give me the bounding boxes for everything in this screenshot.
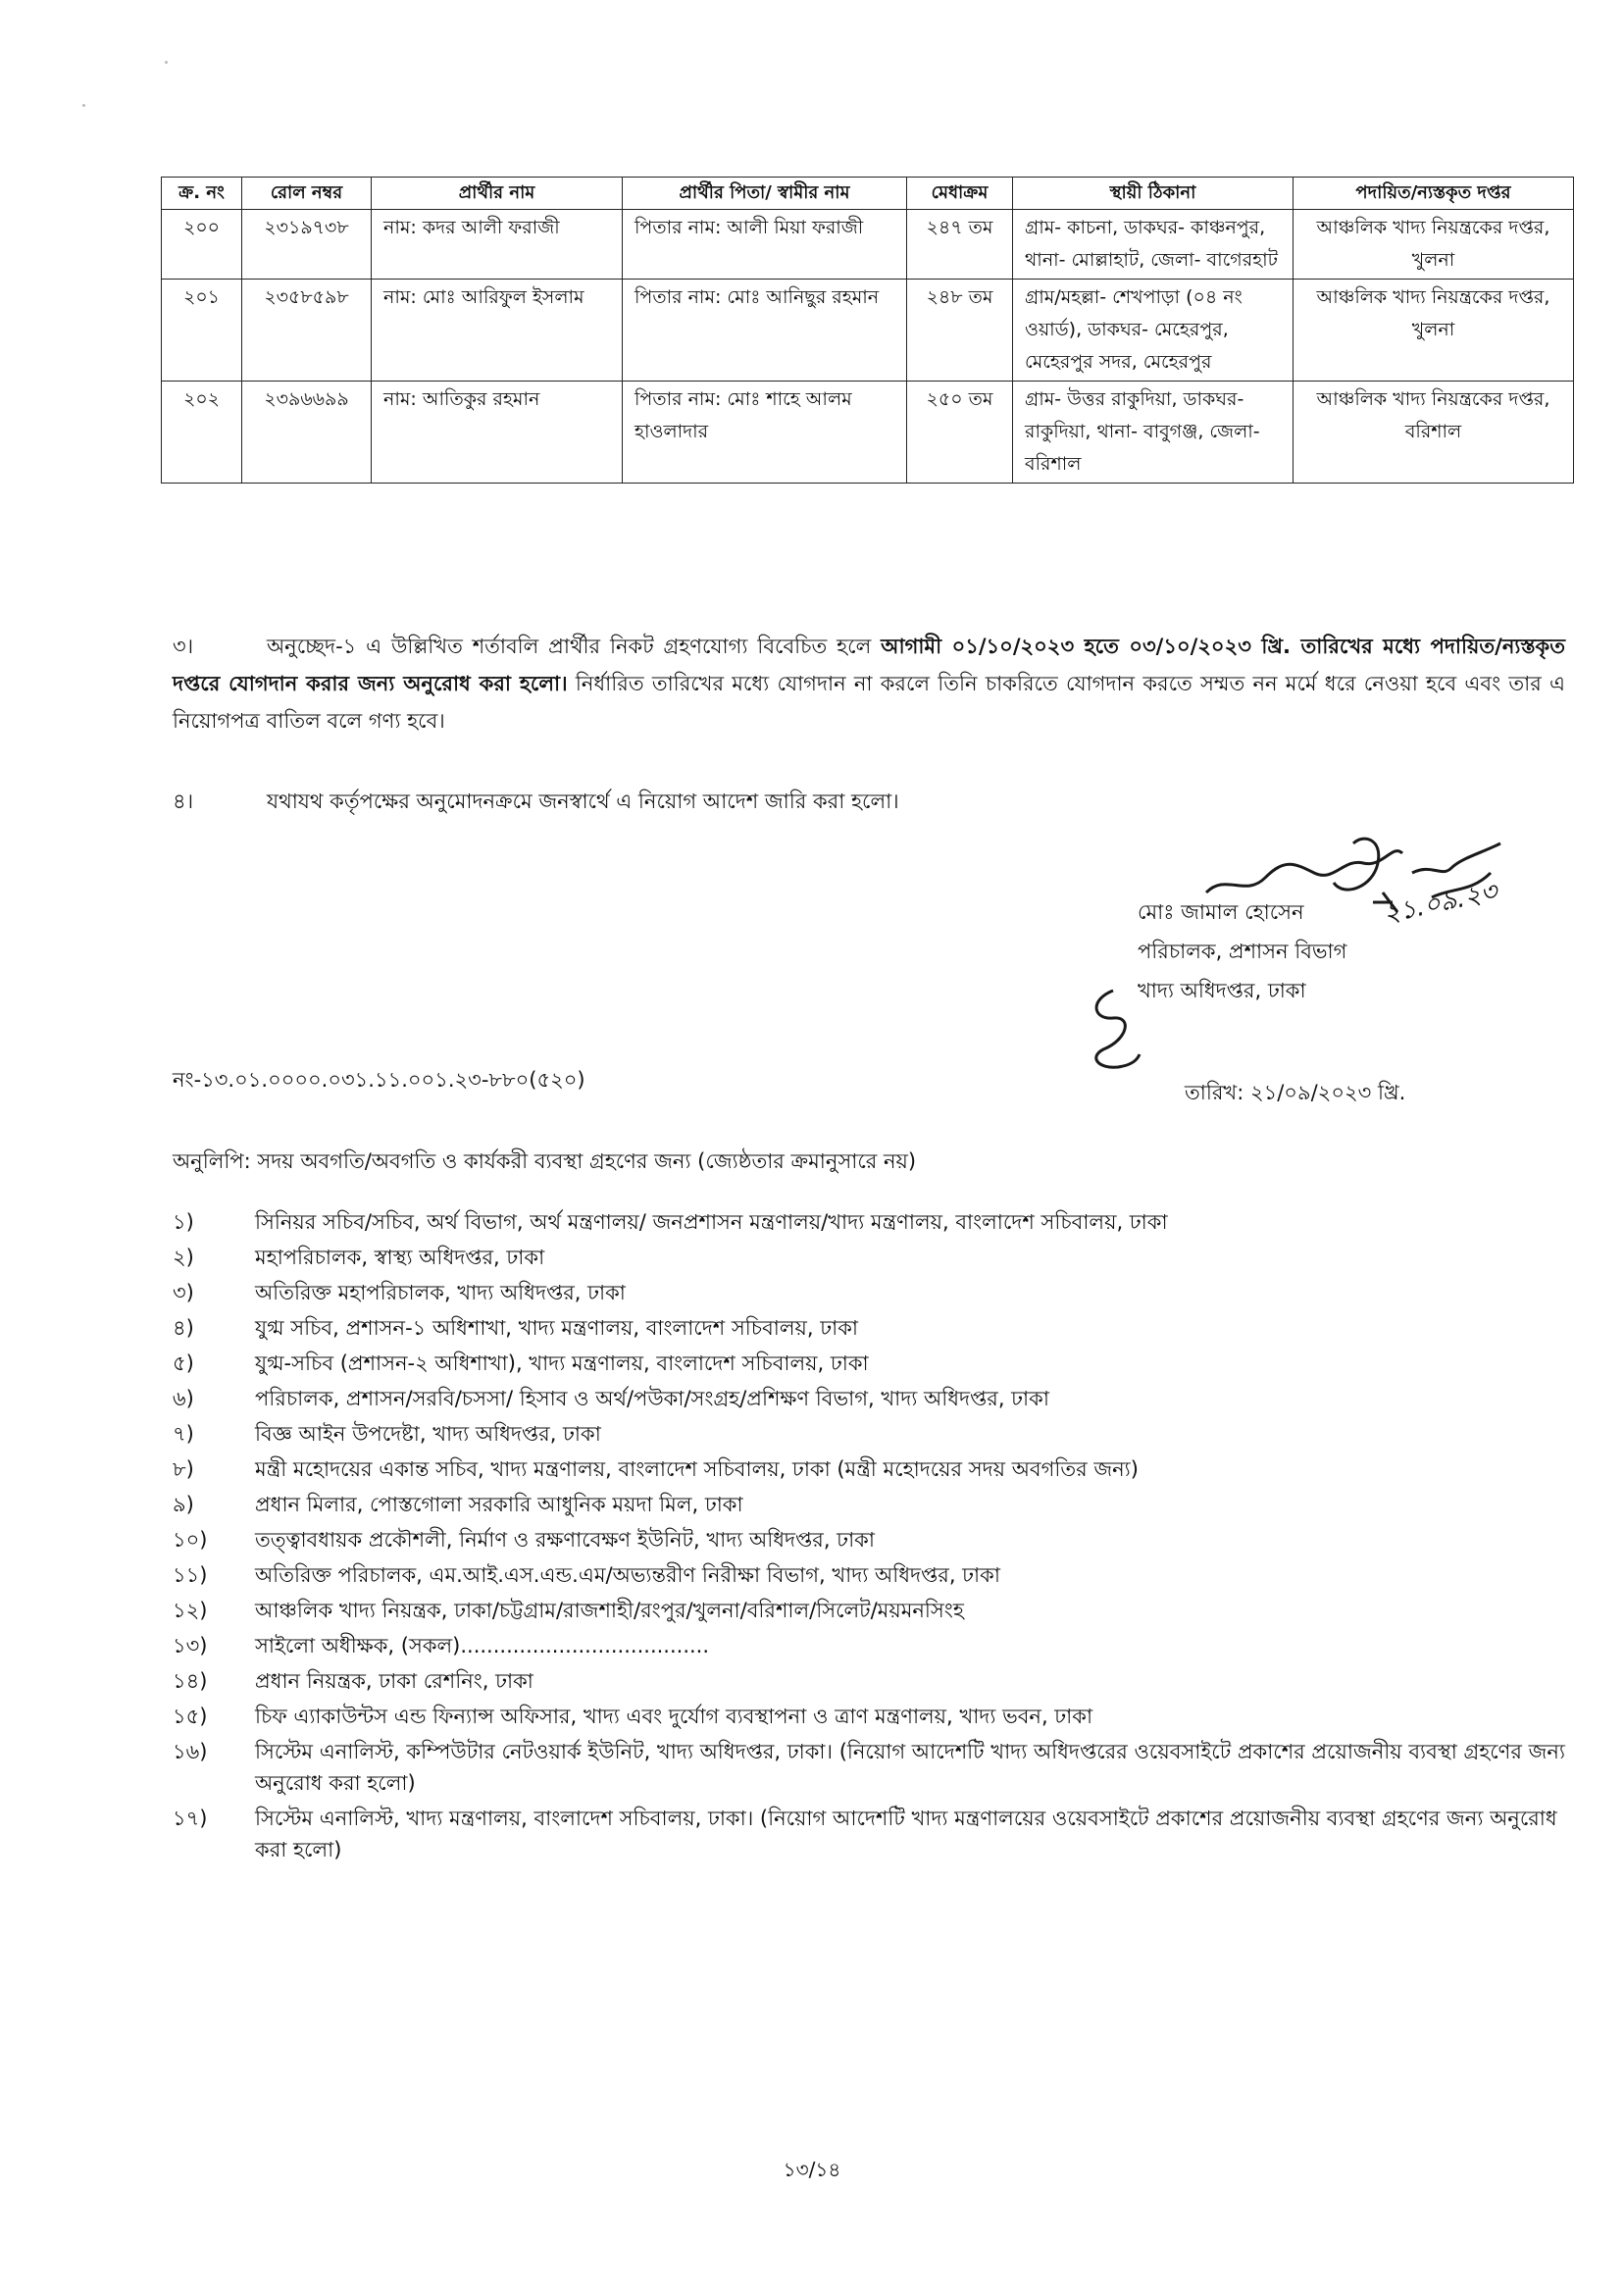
list-item: ৪) যুগ্ম সচিব, প্রশাসন-১ অধিশাখা, খাদ্য মন্ত্রণালয়, বাংলাদেশ সচিবালয়, ঢাকা <box>173 1316 858 1340</box>
list-item: ১০) তত্ত্বাবধায়ক প্রকৌশলী, নির্মাণ ও রক্ষণাবেক্ষণ ইউনিট, খাদ্য অধিদপ্তর, ঢাকা <box>173 1528 875 1552</box>
scan-speck <box>165 61 168 64</box>
cell-serial: ২০০ <box>162 210 242 280</box>
table-row <box>162 280 1574 382</box>
cell-merit: ২৪৮ তম <box>907 280 1013 382</box>
paragraph-3 <box>173 628 1565 739</box>
col-header-merit: মেধাক্রম <box>907 178 1013 210</box>
cell-address: গ্রাম- উত্তর রাকুদিয়া, ডাকঘর- রাকুদিয়া, থানা- বাবুগঞ্জ, জেলা- বরিশাল <box>1013 382 1294 484</box>
col-header-father: প্রার্থীর পিতা/ স্বামীর নাম <box>623 178 907 210</box>
col-header-serial: ক্র. নং <box>162 178 242 210</box>
list-item: ২) মহাপরিচালক, স্বাস্থ্য অধিদপ্তর, ঢাকা <box>173 1246 545 1269</box>
signatory-designation: পরিচালক, প্রশাসন বিভাগ <box>1138 940 1347 963</box>
paragraph-text: যথাযথ কর্তৃপক্ষের অনুমোদনক্রমে জনস্বার্থে এ নিয়োগ আদেশ জারি করা হলো। <box>267 790 899 813</box>
list-item: ১৩) সাইলো অধীক্ষক, (সকল)...................................... <box>173 1634 710 1657</box>
cell-roll: ২৩৫৮৫৯৮ <box>242 280 372 382</box>
list-item: ১৪) প্রধান নিয়ন্ত্রক, ঢাকা রেশনিং, ঢাকা <box>173 1669 533 1693</box>
cell-name: নাম: কদর আলী ফরাজী <box>372 210 623 280</box>
table-row <box>162 210 1574 280</box>
col-header-address: স্থায়ী ঠিকানা <box>1013 178 1294 210</box>
list-item: ১৬) সিস্টেম এনালিস্ট, কম্পিউটার নেটওয়ার্ক ইউনিট, খাদ্য অধিদপ্তর, ঢাকা। (নিয়োগ আদেশটি খাদ্য অধিদপ্তরের ওয়েবসাইটে প্রকাশের প্রয়োজনীয় ব্যবস্থা গ্রহণের জন্য অনুরোধ করা হলো) <box>173 1740 1565 1795</box>
memo-number: নং-১৩.০১.০০০০.০৩১.১১.০০১.২৩-৮৮০(৫২০) <box>173 1068 585 1092</box>
cell-office: আঞ্চলিক খাদ্য নিয়ন্ত্রকের দপ্তর, খুলনা <box>1294 210 1574 280</box>
list-item: ১২) আঞ্চলিক খাদ্য নিয়ন্ত্রক, ঢাকা/চট্টগ্রাম/রাজশাহী/রংপুর/খুলনা/বরিশাল/সিলেট/ময়মনসিংহ <box>173 1599 964 1622</box>
cell-serial: ২০২ <box>162 382 242 484</box>
cell-merit: ২৫০ তম <box>907 382 1013 484</box>
list-item: ৩) অতিরিক্ত মহাপরিচালক, খাদ্য অধিদপ্তর, ঢাকা <box>173 1281 626 1304</box>
list-item: ৬) পরিচালক, প্রশাসন/সরবি/চসসা/ হিসাব ও অর্থ/পউকা/সংগ্রহ/প্রশিক্ষণ বিভাগ, খাদ্য অধিদপ্তর, ঢাকা <box>173 1387 1049 1410</box>
list-item: ৫) যুগ্ম-সচিব (প্রশাসন-২ অধিশাখা), খাদ্য মন্ত্রণালয়, বাংলাদেশ সচিবালয়, ঢাকা <box>173 1351 869 1375</box>
paragraph-text-bold: আগামী ০১/১০/২০২৩ হতে ০৩/১০/২০২৩ খ্রি. তারিখের মধ্যে পদায়িত/ন্যস্তকৃত দপ্তরে যোগদান করার জন্য অনুরোধ করা হলো। <box>173 635 1565 695</box>
memo-date: তারিখ: ২১/০৯/২০২৩ খ্রি. <box>1185 1081 1406 1104</box>
signatory-name: মোঃ জামাল হোসেন <box>1138 900 1304 924</box>
cell-address: গ্রাম- কাচনা, ডাকঘর- কাঞ্চনপুর, থানা- মোল্লাহাট, জেলা- বাগেরহাট <box>1013 210 1294 280</box>
cell-father: পিতার নাম: আলী মিয়া ফরাজী <box>623 210 907 280</box>
list-item: ১) সিনিয়র সচিব/সচিব, অর্থ বিভাগ, অর্থ মন্ত্রণালয়/ জনপ্রশাসন মন্ত্রণালয়/খাদ্য মন্ত্রণালয়, বাংলাদেশ সচিবালয়, ঢাকা <box>173 1210 1168 1234</box>
list-item: ৭) বিজ্ঞ আইন উপদেষ্টা, খাদ্য অধিদপ্তর, ঢাকা <box>173 1422 601 1446</box>
cell-office: আঞ্চলিক খাদ্য নিয়ন্ত্রকের দপ্তর, বরিশাল <box>1294 382 1574 484</box>
table-header-row <box>162 178 1574 210</box>
col-header-name: প্রার্থীর নাম <box>372 178 623 210</box>
list-item: ১৫) চিফ এ্যাকাউন্টস এন্ড ফিন্যান্স অফিসার, খাদ্য এবং দুর্যোগ ব্যবস্থাপনা ও ত্রাণ মন্ত্রণালয়, খাদ্য ভবন, ঢাকা <box>173 1705 1093 1728</box>
cell-name: নাম: আতিকুর রহমান <box>372 382 623 484</box>
cc-list <box>173 1206 1565 1869</box>
cell-father: পিতার নাম: মোঃ শাহে আলম হাওলাদার <box>623 382 907 484</box>
list-item: ১৭) সিস্টেম এনালিস্ট, খাদ্য মন্ত্রণালয়, বাংলাদেশ সচিবালয়, ঢাকা। (নিয়োগ আদেশটি খাদ্য মন্ত্রণালয়ের ওয়েবসাইটে প্রকাশের প্রয়োজনীয় ব্যবস্থা গ্রহণের জন্য অনুরোধ করা হলো) <box>173 1807 1557 1861</box>
cell-name: নাম: মোঃ আরিফুল ইসলাম <box>372 280 623 382</box>
paragraph-text: নির্ধারিত তারিখের মধ্যে যোগদান না করলে তিনি চাকরিতে যোগদান করতে সম্মত নন মর্মে ধরে নেওয়া হবে এবং তার এ নিয়োগপত্র বাতিল বলে গণ্য হবে। <box>173 672 1565 733</box>
cell-serial: ২০১ <box>162 280 242 382</box>
cell-office: আঞ্চলিক খাদ্য নিয়ন্ত্রকের দপ্তর, খুলনা <box>1294 280 1574 382</box>
appointment-table <box>161 177 1574 484</box>
col-header-office: পদায়িত/ন্যস্তকৃত দপ্তর <box>1294 178 1574 210</box>
cell-roll: ২৩৯৬৬৯৯ <box>242 382 372 484</box>
handwritten-date: ২১.০৯.২৩ <box>1380 877 1500 930</box>
page-number: ১৩/১৪ <box>783 2158 841 2181</box>
paragraph-number: ৪। <box>173 790 194 813</box>
cell-address: গ্রাম/মহল্লা- শেখপাড়া (০৪ নং ওয়ার্ড), ডাকঘর- মেহেরপুর, মেহেরপুর সদর, মেহেরপুর <box>1013 280 1294 382</box>
cc-heading: অনুলিপি: সদয় অবগতি/অবগতি ও কার্যকরী ব্যবস্থা গ্রহণের জন্য (জ্যেষ্ঠতার ক্রমানুসারে নয়) <box>173 1149 917 1173</box>
scan-speck <box>82 104 85 107</box>
paragraph-number: ৩। <box>173 635 194 658</box>
cell-roll: ২৩১৯৭৩৮ <box>242 210 372 280</box>
cell-merit: ২৪৭ তম <box>907 210 1013 280</box>
list-item: ৯) প্রধান মিলার, পোস্তগোলা সরকারি আধুনিক ময়দা মিল, ঢাকা <box>173 1493 743 1516</box>
paragraph-text: অনুচ্ছেদ-১ এ উল্লিখিত শর্তাবলি প্রার্থীর নিকট গ্রহণযোগ্য বিবেচিত হলে <box>267 635 882 658</box>
col-header-roll: রোল নম্বর <box>242 178 372 210</box>
list-item: ৮) মন্ত্রী মহোদয়ের একান্ত সচিব, খাদ্য মন্ত্রণালয়, বাংলাদেশ সচিবালয়, ঢাকা (মন্ত্রী মহোদয়ের সদয় অবগতির জন্য) <box>173 1457 1139 1481</box>
table-row <box>162 382 1574 484</box>
list-item: ১১) অতিরিক্ত পরিচালক, এম.আই.এস.এন্ড.এম/অভ্যন্তরীণ নিরীক্ষা বিভাগ, খাদ্য অধিদপ্তর, ঢাকা <box>173 1563 1000 1587</box>
cell-father: পিতার নাম: মোঃ আনিছুর রহমান <box>623 280 907 382</box>
signatory-office: খাদ্য অধিদপ্তর, ঢাকা <box>1138 979 1306 1002</box>
